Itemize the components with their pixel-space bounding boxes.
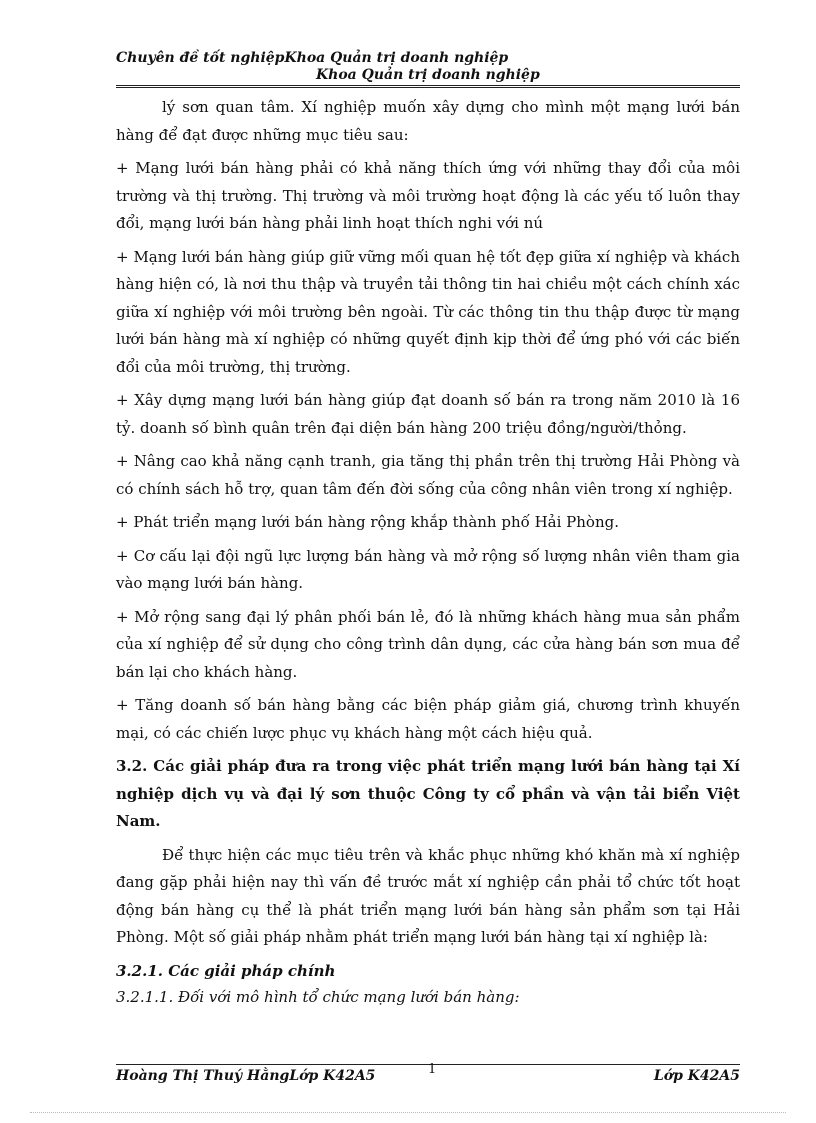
page-number: 1 [428,1062,437,1077]
bullet-retail-agents: + Mở rộng sang đại lý phân phối bán lẻ, đó là những khách hàng mua sản phẩm của xí nghiệp để sử dụng cho công trình dân dụng, các cửa hàng bán sơn mua để bán lại cho khách hàng. [116,607,740,681]
paragraph-solutions: Để thực hiện các mục tiêu trên và khắc phục những khó khăn mà xí nghiệp đang gặp phải hiện nay thì vấn đề trước mắt xí nghiệp cần phải tổ chức tốt hoạt động bán hàng cụ thể là phát triển mạng lưới bán hàng sản phẩm sơn tại Hải Phòng. Một số giải pháp nhằm phát triển mạng lưới bán hàng tại xí nghiệp là: [116,845,740,946]
bullet-restructure: + Cơ cấu lại đội ngũ lực lượng bán hàng và mở rộng số lượng nhân viên tham gia vào mạng lưới bán hàng. [116,546,740,592]
page-footer [116,1064,740,1087]
bullet-sales-target: + Xây dựng mạng lưới bán hàng giúp đạt doanh số bán ra trong năm 2010 là 16 tỷ. doanh số bình quân trên đại diện bán hàng 200 triệu đồng/người/thỏng. [116,391,740,437]
header-title-line1: Chuyên đề tốt nghiệpKhoa Quản trị doanh nghiệp [116,50,509,66]
bullet-adaptability: + Mạng lưới bán hàng phải có khả năng thích ứng với những thay đổi của môi trường và thị trường. Thị trường và môi trường hoạt động là các yếu tố luôn thay đổi, mạng lưới bán hàng phải linh hoạt thích nghi với nú [116,159,740,232]
section-heading: 3.2. Các giải pháp đưa ra trong việc phát triển mạng lưới bán hàng tại Xí nghiệp dịch vụ và đại lý sơn thuộc Công ty cổ phần và vận tải biển Việt Nam. [116,757,740,830]
subsection-heading: 3.2.1. Các giải pháp chính [116,961,336,980]
paragraph-intro: lý sơn quan tâm. Xí nghiệp muốn xây dựng cho mình một mạng lưới bán hàng để đạt được những mục tiêu sau: [116,98,740,144]
header-divider [116,85,740,88]
subsubsection-heading: 3.2.1.1. Đối với mô hình tổ chức mạng lưới bán hàng: [116,987,520,1006]
bullet-relationships: + Mạng lưới bán hàng giúp giữ vững mối quan hệ tốt đẹp giữa xí nghiệp và khách hàng hiện có, là nơi thu thập và truyền tải thông tin hai chiều một cách chính xác giữa xí nghiệp với môi trường bên ngoài. Từ các thông tin thu thập được từ mạng lưới bán hàng mà xí nghiệp có những quyết định kịp thời để ứng phó với các biến đổi của môi trường, thị trường. [116,247,740,376]
bullet-competitiveness: + Nâng cao khả năng cạnh tranh, gia tăng thị phần trên thị trường Hải Phòng và có chính sách hỗ trợ, quan tâm đến đời sống của công nhân viên trong xí nghiệp. [116,452,740,498]
header-title-line2: Khoa Quản trị doanh nghiệp [316,67,540,83]
page-bottom-border [30,1112,786,1113]
footer-author: Hoàng Thị Thuý HằngLớp K42A5 [116,1068,376,1084]
page-header [116,50,740,88]
document-body [116,94,740,1010]
footer-class: Lớp K42A5 [653,1068,740,1084]
bullet-expansion: + Phát triển mạng lưới bán hàng rộng khắp thành phố Hải Phòng. [116,513,619,531]
bullet-promotions: + Tăng doanh số bán hàng bằng các biện pháp giảm giá, chương trình khuyến mại, có các chiến lược phục vụ khách hàng một cách hiệu quả. [116,696,740,742]
